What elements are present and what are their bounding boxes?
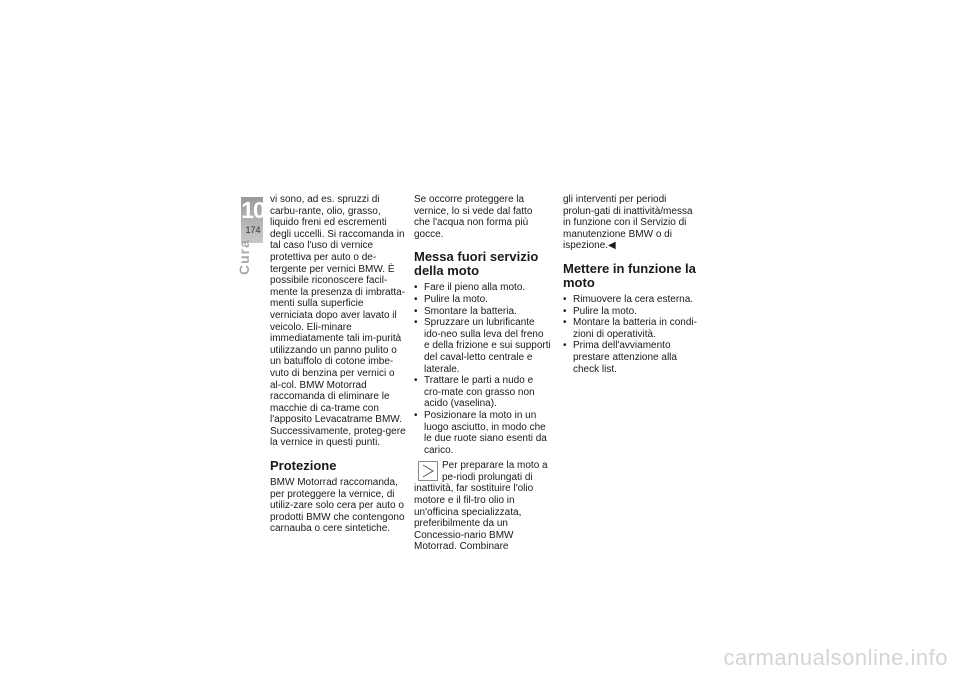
list-item: • Trattare le parti a nudo e cro-mate con grasso non acido (vaselina). [414,375,551,410]
list-item: • Fare il pieno alla moto. [414,282,551,294]
column-2 [414,194,551,553]
list-item: • Posizionare la moto in un luogo asciutto, in modo che le due ruote siano esenti da carico. [414,410,551,456]
list-item: • Pulire la moto. [414,294,551,306]
paragraph-intro: vi sono, ad es. spruzzi di carbu-rante, olio, grasso, liquido freni ed escrementi degli uccelli. Si raccomanda in tal caso l'uso di vernice protettiva per auto o de-tergente per vernici BMW. È possibile riconoscere facil-mente la presenza di imbratta-menti sulla superficie verniciata dopo aver lavato il veicolo. Eli-minare immediatamente tali im-purità utilizzando un panno pulito o un batuffolo di cotone imbe-vuto di benzina per vernici o al-col. BMW Motorrad raccomanda di eliminare le macchie di ca-trame con l'apposito Levacatrame BMW. Successivamente, proteg-gere la vernice in questi punti. [270,194,406,449]
paragraph-protezione: BMW Motorrad raccomanda, per proteggere la vernice, di utiliz-zare solo cera per auto o prodotti BMW che contengono carnauba o cere sintetiche. [270,477,405,535]
list-item: • Pulire la moto. [563,306,700,318]
list-item: • Rimuovere la cera esterna. [563,294,700,306]
list-item: • Spruzzare un lubrificante ido-neo sulla leva del freno e della frizione e sui supporti del caval-letto centrale e laterale. [414,317,551,375]
list-item: • Smontare la batteria. [414,306,551,318]
list-item: • Montare la batteria in condi-zioni di operatività. [563,317,700,340]
note-block [414,460,551,553]
note-triangle-icon [418,461,438,481]
watermark: carmanualsonline.info [723,645,948,670]
paragraph-intro: gli interventi per periodi prolun-gati di inattività/messa in funzione con il Servizio di manutenzione BMW o di ispezione.◀ [563,194,693,252]
list-messa-fuori-servizio [414,282,551,456]
note-text: Per preparare la moto a pe-riodi prolungati di inattività, far sostituire l'olio motore e il fil-tro olio in un'officina specializzata, preferibilmente da un Concessio-nario BMW Motorrad. Combinare [414,460,548,553]
heading-protezione: Protezione [270,458,337,474]
chapter-label: Cura [236,239,252,275]
list-mettere-in-funzione [563,294,700,375]
column-1 [270,194,408,535]
chapter-number: 10 [241,197,265,223]
paragraph-intro: Se occorre proteggere la vernice, lo si vede dal fatto che l'acqua non forma più gocce. [414,194,533,240]
page-number: 174 [245,225,261,235]
list-item: • Prima dell'avviamento prestare attenzione alla check list. [563,340,700,375]
heading-messa-fuori-servizio: Messa fuori servizio della moto [414,249,539,279]
column-3 [563,194,700,375]
heading-mettere-in-funzione: Mettere in funzione la moto [563,260,696,290]
